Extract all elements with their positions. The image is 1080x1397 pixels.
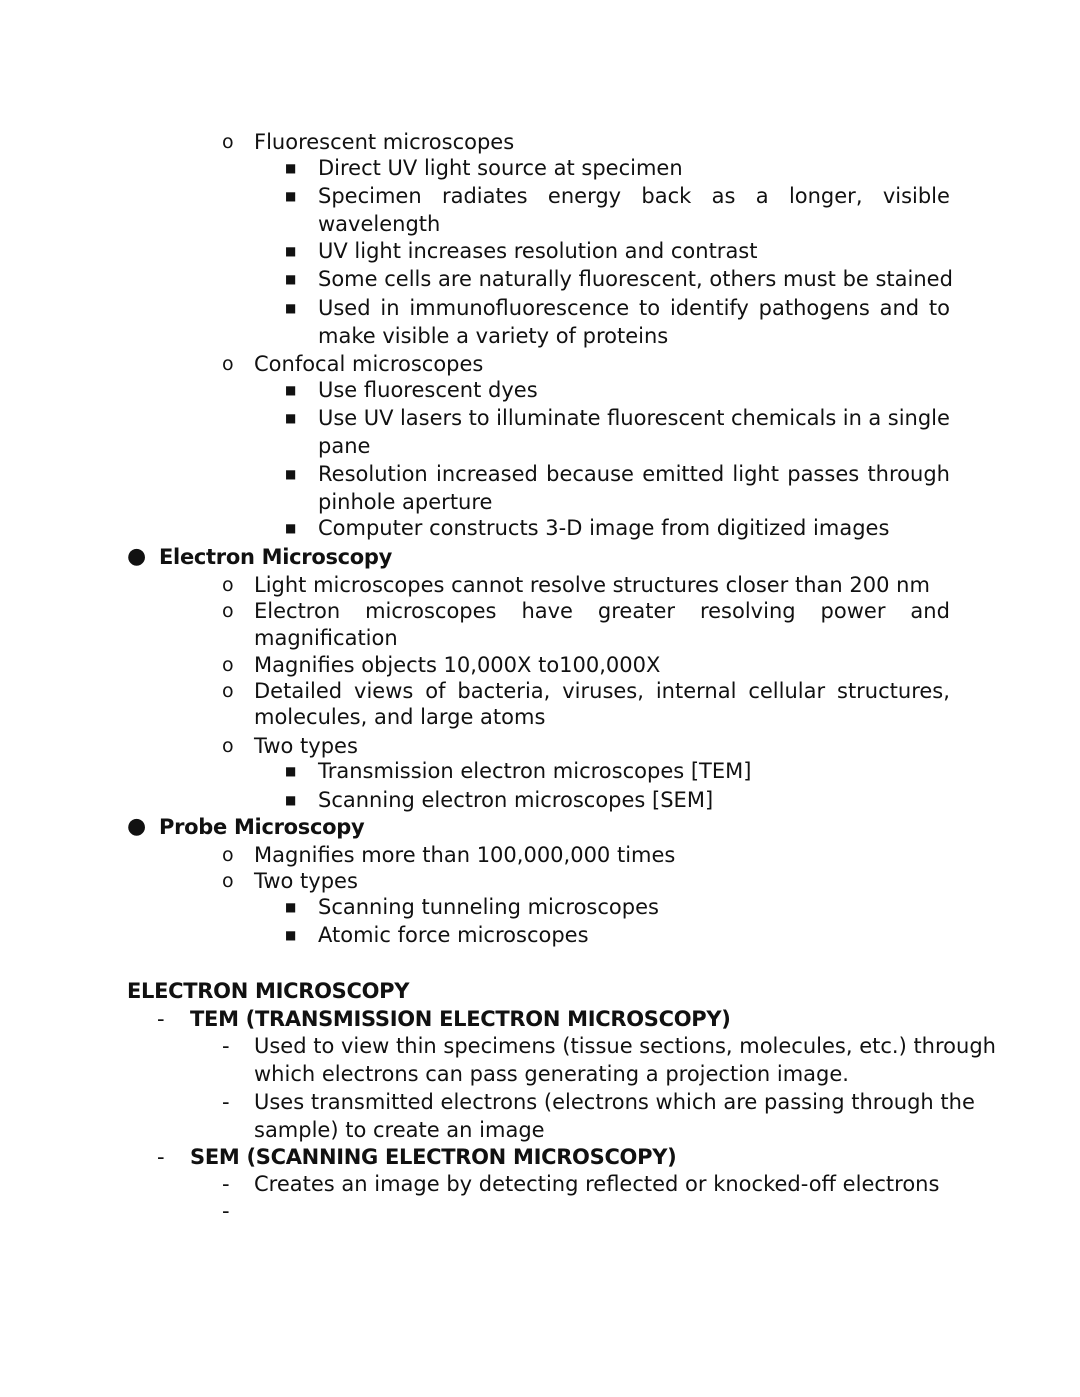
list-item-text: Scanning tunneling microscopes [318, 895, 659, 919]
subsection-label: SEM (SCANNING ELECTRON MICROSCOPY) [190, 1145, 677, 1169]
list-item-text: Magnifies more than 100,000,000 times [254, 843, 676, 867]
list-item [0, 1143, 1080, 1171]
word: emitted [642, 462, 725, 486]
circle-bullet: o [222, 131, 234, 153]
list-item-text: Used to view thin specimens (tissue sections, molecules, etc.) through [254, 1034, 996, 1058]
square-bullet: ■ [285, 764, 297, 778]
word: visible [882, 184, 950, 208]
dash-bullet: - [222, 1199, 230, 1223]
list-item-text [254, 597, 950, 625]
word: viruses, [562, 679, 644, 703]
word: to [928, 296, 950, 320]
list-item [0, 757, 1080, 785]
list-item [0, 404, 1080, 432]
list-item-text [318, 182, 950, 210]
word: pathogens [758, 296, 870, 320]
word: light [732, 462, 779, 486]
list-item-text: Atomic force microscopes [318, 923, 589, 947]
list-item-text: Confocal microscopes [254, 352, 484, 376]
list-item [0, 841, 1080, 869]
word: a [755, 184, 769, 208]
word: fluorescent [607, 406, 725, 430]
word: energy [547, 184, 622, 208]
list-item [0, 514, 1080, 542]
subsection-label: TEM (TRANSMISSION ELECTRON MICROSCOPY) [190, 1007, 731, 1031]
word: identify [669, 296, 749, 320]
list-item [0, 376, 1080, 404]
square-bullet: ■ [285, 272, 297, 286]
word: of [425, 679, 446, 703]
word: passes [787, 462, 860, 486]
word: Detailed [254, 679, 343, 703]
list-item-continuation [0, 1116, 1080, 1144]
circle-bullet: o [222, 870, 234, 892]
square-bullet: ■ [285, 521, 297, 535]
section-heading [0, 977, 1080, 1005]
list-item-text: Creates an image by detecting reflected or knocked-off electrons [254, 1172, 940, 1196]
list-item-text [254, 677, 950, 705]
list-item [0, 867, 1080, 895]
list-item-continuation [0, 624, 1080, 652]
list-item-text: Use fluorescent dyes [318, 378, 538, 402]
list-item-text: pinhole aperture [318, 490, 493, 514]
word: increased [436, 462, 538, 486]
word: a [868, 406, 882, 430]
list-item [0, 128, 1080, 156]
dash-bullet: - [222, 1172, 230, 1196]
list-item-text: make visible a variety of proteins [318, 324, 669, 348]
word: in [380, 296, 400, 320]
list-item-text [318, 404, 950, 432]
word: lasers [399, 406, 463, 430]
list-item-text: Two types [254, 869, 358, 893]
word: single [887, 406, 950, 430]
dash-bullet: - [222, 1034, 230, 1058]
dash-bullet: - [222, 1090, 230, 1114]
list-item [0, 732, 1080, 760]
word: greater [597, 599, 676, 623]
list-item-text: Light microscopes cannot resolve structures closer than 200 nm [254, 573, 930, 597]
circle-bullet: o [222, 844, 234, 866]
list-item [0, 1032, 1080, 1060]
word: immunofluorescence [409, 296, 630, 320]
word: bacteria, [457, 679, 551, 703]
circle-bullet: o [222, 574, 234, 596]
list-item [0, 460, 1080, 488]
square-bullet: ■ [285, 244, 297, 258]
word: chemicals [731, 406, 837, 430]
list-item-continuation [0, 210, 1080, 238]
word: Used [318, 296, 371, 320]
list-item [0, 1088, 1080, 1116]
list-item-continuation [0, 703, 1080, 731]
list-item [0, 813, 1080, 841]
circle-bullet: o [222, 654, 234, 676]
list-item-continuation [0, 488, 1080, 516]
word: internal [655, 679, 737, 703]
word: through [867, 462, 950, 486]
list-item-text: Transmission electron microscopes [TEM] [318, 759, 752, 783]
list-item-text: molecules, and large atoms [254, 705, 546, 729]
square-bullet: ■ [285, 301, 297, 315]
list-item [0, 893, 1080, 921]
list-item-text: magnification [254, 626, 398, 650]
word: as [711, 184, 736, 208]
word: because [546, 462, 634, 486]
section-label: Electron Microscopy [159, 545, 393, 569]
list-item [0, 651, 1080, 679]
list-item-text: Fluorescent microscopes [254, 130, 515, 154]
round-bullet: ● [127, 544, 147, 569]
list-item-text: Two types [254, 734, 358, 758]
word: to [468, 406, 490, 430]
list-item [0, 1170, 1080, 1198]
word: longer, [788, 184, 863, 208]
list-item-text: which electrons can pass generating a projection image. [254, 1062, 849, 1086]
square-bullet: ■ [285, 900, 297, 914]
list-item [0, 237, 1080, 265]
list-item-continuation [0, 1060, 1080, 1088]
list-item-text: Computer constructs 3-D image from digitized images [318, 516, 890, 540]
dash-bullet: - [157, 1145, 165, 1169]
list-item [0, 921, 1080, 949]
list-item-text: Direct UV light source at specimen [318, 156, 683, 180]
word: views [354, 679, 414, 703]
word: have [521, 599, 573, 623]
list-item [0, 265, 1080, 293]
square-bullet: ■ [285, 793, 297, 807]
word: power [820, 599, 886, 623]
round-bullet: ● [127, 814, 147, 839]
list-item-text: sample) to create an image [254, 1118, 545, 1142]
list-item [0, 350, 1080, 378]
circle-bullet: o [222, 735, 234, 757]
list-item [0, 677, 1080, 705]
list-item [0, 786, 1080, 814]
list-item [0, 543, 1080, 571]
square-bullet: ■ [285, 467, 297, 481]
dash-bullet: - [157, 1007, 165, 1031]
list-item-text: Uses transmitted electrons (electrons which are passing through the [254, 1090, 975, 1114]
list-item [0, 597, 1080, 625]
word: Resolution [318, 462, 428, 486]
list-item [0, 571, 1080, 599]
list-item [0, 154, 1080, 182]
word: cellular [748, 679, 826, 703]
empty-list-item [0, 1197, 1080, 1225]
list-item-text: Magnifies objects 10,000X to100,000X [254, 653, 661, 677]
word: structures, [837, 679, 950, 703]
list-item [0, 1005, 1080, 1033]
list-item-text [318, 294, 950, 322]
word: Electron [254, 599, 341, 623]
list-item-text: UV light increases resolution and contrast [318, 239, 758, 263]
circle-bullet: o [222, 680, 234, 702]
list-item-text [318, 460, 950, 488]
word: back [641, 184, 692, 208]
list-item-text: pane [318, 434, 371, 458]
list-item-text: Some cells are naturally fluorescent, others must be stained [318, 267, 953, 291]
word: to [639, 296, 661, 320]
list-item-continuation [0, 432, 1080, 460]
word: illuminate [496, 406, 601, 430]
list-item-text: wavelength [318, 212, 441, 236]
square-bullet: ■ [285, 383, 297, 397]
word: UV [363, 406, 394, 430]
word: and [879, 296, 920, 320]
square-bullet: ■ [285, 189, 297, 203]
word: Specimen [318, 184, 422, 208]
list-item-continuation [0, 322, 1080, 350]
word: in [842, 406, 862, 430]
section-label: Probe Microscopy [159, 815, 365, 839]
square-bullet: ■ [285, 161, 297, 175]
word: radiates [441, 184, 528, 208]
word: microscopes [365, 599, 497, 623]
word: and [910, 599, 950, 623]
square-bullet: ■ [285, 928, 297, 942]
word: Use [318, 406, 358, 430]
word: resolving [699, 599, 796, 623]
square-bullet: ■ [285, 411, 297, 425]
circle-bullet: o [222, 600, 234, 622]
list-item-text: Scanning electron microscopes [SEM] [318, 788, 714, 812]
section-heading-text: ELECTRON MICROSCOPY [127, 979, 410, 1003]
circle-bullet: o [222, 353, 234, 375]
list-item [0, 182, 1080, 210]
list-item [0, 294, 1080, 322]
